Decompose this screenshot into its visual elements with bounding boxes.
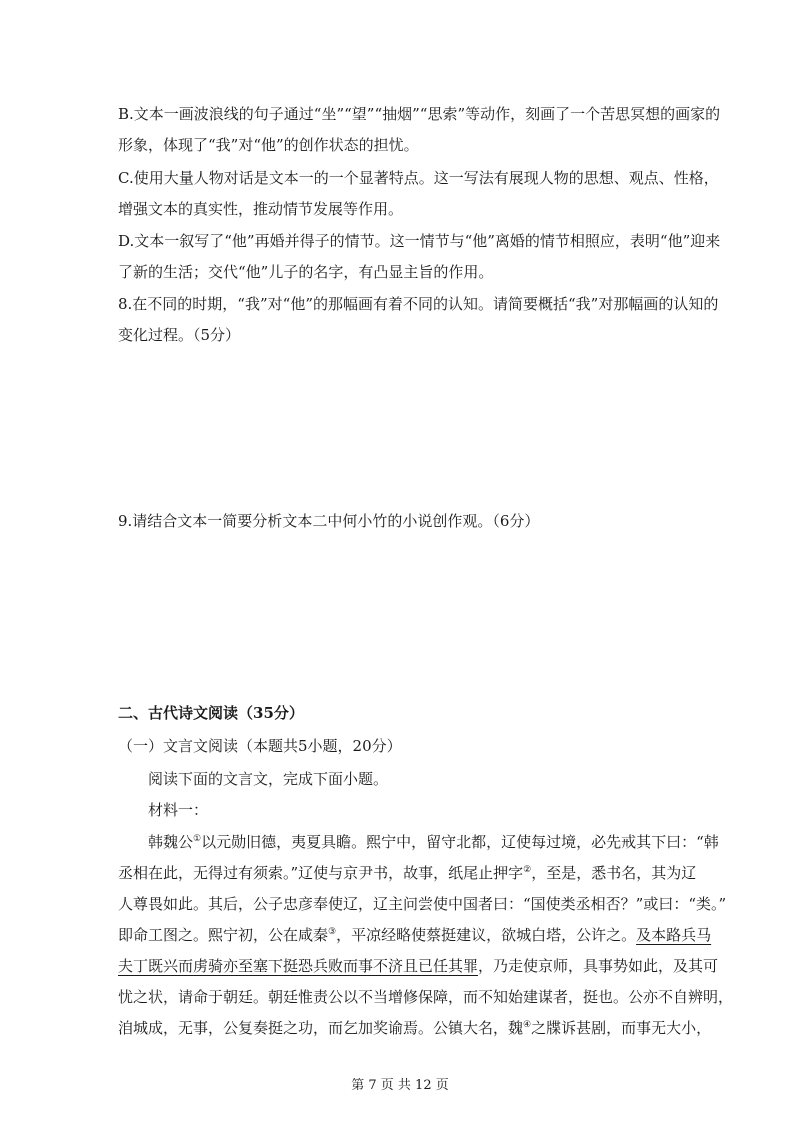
option-c-line-2: 增强文本的真实性，推动情节发展等作用。 bbox=[118, 200, 404, 218]
option-b-line-1: B.文本一画波浪线的句子通过“坐”“望”“抽烟”“思索”等动作，刻画了一个苦思冥想的画家的 bbox=[118, 105, 721, 123]
passage-line-6: 忧之状，请命于朝廷。朝廷惟责公以不当增修保障，而不知始建谋者，挺也。公亦不自辨明， bbox=[118, 988, 734, 1006]
underlined-sentence-part-2: 夫丁既兴而虏骑亦至塞下挺恐兵败而事不济且已任其罪 bbox=[118, 957, 479, 975]
question-8-line-1: 8.在不同的时期，“我”对“他”的那幅画有着不同的认知。请简要概括“我”对那幅画的认知的 bbox=[118, 295, 719, 313]
footnote-marker-3: ③ bbox=[328, 927, 337, 937]
footnote-marker-2: ② bbox=[523, 865, 532, 875]
question-8-line-2: 变化过程。（5分） bbox=[118, 326, 241, 344]
option-b-line-2: 形象，体现了“我”对“他”的创作状态的担忧。 bbox=[118, 136, 419, 154]
passage-line-4: 即命工图之。熙宁初，公在咸秦③，平凉经略使蔡挺建议，欲城白塔，公许之。及本路兵马 bbox=[118, 926, 712, 944]
footnote-marker-1: ① bbox=[193, 834, 202, 844]
passage-line-3: 人尊畏如此。其后，公子忠彦奉使辽，辽主问尝使中国者曰：“国使类丞相否？”或曰：“类。” bbox=[118, 895, 727, 913]
option-d-line-2: 了新的生活；交代“他”儿子的名字，有凸显主旨的作用。 bbox=[118, 263, 494, 281]
option-d-line-1: D.文本一叙写了“他”再婚并得子的情节。这一情节与“他”离婚的情节相照应，表明“他”迎来 bbox=[118, 232, 721, 250]
underlined-sentence-part-1: 及本路兵马 bbox=[636, 926, 712, 944]
question-9: 9.请结合文本一简要分析文本二中何小竹的小说创作观。（6分） bbox=[118, 512, 540, 530]
subsection-1-title: （一）文言文阅读（本题共5小题，20分） bbox=[118, 737, 402, 755]
passage-line-2: 丞相在此，无得过有须索。”辽使与京尹书，故事，纸尾止押字②，至是，悉书名，其为辽 bbox=[118, 864, 697, 882]
reading-instruction: 阅读下面的文言文，完成下面小题。 bbox=[148, 770, 389, 788]
option-c-line-1: C.使用大量人物对话是文本一的一个显著特点。这一写法有展现人物的思想、观点、性格， bbox=[118, 169, 719, 187]
passage-line-7: 洎城成，无事，公复奏挺之功，而乞加奖谕焉。公镇大名，魏④之牒诉甚剧，而事无大小， bbox=[118, 1019, 712, 1037]
footnote-marker-4: ④ bbox=[523, 1020, 532, 1030]
section-2-title: 二、古代诗文阅读（35分） bbox=[118, 704, 304, 722]
page-footer: 第 7 页 共 12 页 bbox=[351, 1078, 449, 1093]
material-1-label: 材料一： bbox=[148, 801, 209, 819]
passage-line-1: 韩魏公①以元勋旧德，夷夏具瞻。熙宁中，留守北都，辽使每过境，必先戒其下曰：“韩 bbox=[148, 833, 719, 851]
passage-line-5: 夫丁既兴而虏骑亦至塞下挺恐兵败而事不济且已任其罪，乃走使京师，具事势如此，及其可 bbox=[118, 957, 719, 975]
